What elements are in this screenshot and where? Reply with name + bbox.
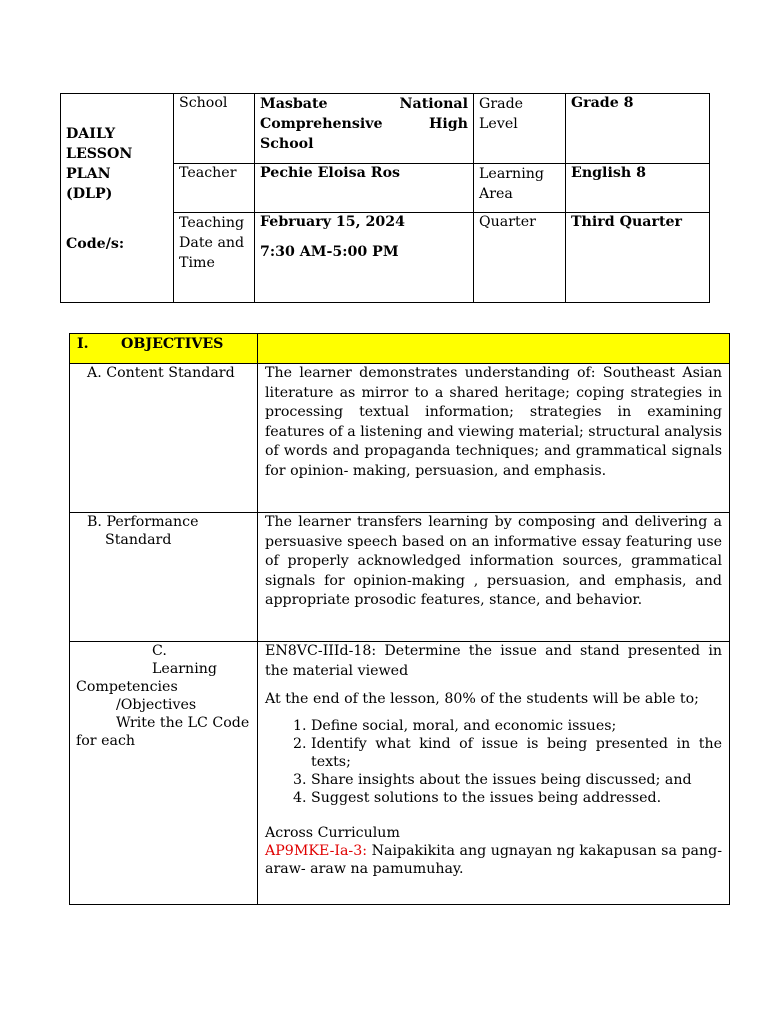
time-value: 7:30 AM-5:00 PM (260, 243, 399, 260)
teacher-label: Teacher (174, 164, 255, 213)
school-label: School (174, 94, 255, 164)
performance-standard-label (70, 513, 258, 642)
across-curriculum-code: AP9MKE-Ia-3: (265, 842, 368, 859)
across-curriculum-label: Across Curriculum (265, 824, 400, 841)
learning-competencies-label (70, 642, 258, 905)
header-table (60, 93, 710, 303)
date-label: Teaching Date and Time (174, 213, 255, 303)
area-label: Learning Area (474, 164, 566, 213)
objectives-heading (70, 334, 258, 364)
area-value: English 8 (566, 164, 710, 213)
lc-label-line1 (76, 642, 251, 678)
content-standard-label: A. Content Standard (70, 364, 258, 513)
dlp-title: DAILY LESSON PLAN (DLP) (66, 126, 133, 202)
grade-label: Grade Level (474, 94, 566, 164)
date-value: February 15, 2024 (260, 214, 405, 230)
lc-objectives-list (265, 717, 722, 807)
across-curriculum-text (265, 842, 722, 878)
quarter-value: Third Quarter (566, 213, 710, 303)
quarter-label: Quarter (474, 213, 566, 303)
objectives-table (69, 333, 730, 905)
performance-label-line2: Standard (105, 532, 172, 548)
lc-label-line2: Competencies (76, 679, 178, 695)
objectives-heading-empty (258, 334, 730, 364)
date-time-cell (255, 213, 474, 303)
objectives-heading-row (70, 334, 730, 364)
lc-label-c: C. Learning (152, 643, 217, 677)
list-item: 1. Define social, moral, and economic issues; (311, 717, 722, 735)
objectives-number: I. (77, 336, 89, 352)
teacher-value: Pechie Eloisa Ros (255, 164, 474, 213)
list-item: 4. Suggest solutions to the issues being addressed. (311, 789, 722, 807)
lc-label-line4: Write the LC Code (116, 715, 250, 731)
code-label: Code/s: (66, 236, 125, 252)
objectives-title: OBJECTIVES (121, 336, 224, 352)
across-curriculum-desc: Naipakikita ang ugnayan ng kakapusan sa pang-araw- araw na pamumuhay. (265, 842, 722, 877)
lc-label-line3: /Objectives (116, 697, 197, 713)
lc-code-text: EN8VC-IIId-18: Determine the issue and stand presented in the material viewed (265, 643, 722, 679)
learning-competencies-content (258, 642, 730, 905)
dlp-title-cell (61, 94, 174, 303)
grade-value: Grade 8 (566, 94, 710, 164)
school-value: Masbate National Comprehensive High School (255, 94, 474, 164)
content-standard-text: The learner demonstrates understanding of: Southeast Asian literature as mirror to a shared heritage; coping strategies in processing textual information; strategies in examining features of a listening and viewing material; structural analysis of words and propaganda techniques; and grammatical signals for opinion- making, persuasion, and emphasis. (258, 364, 730, 513)
performance-standard-text: The learner transfers learning by composing and delivering a persuasive speech based on an informative essay featuring use of properly acknowledged information sources, grammatical signals for opinion-making , persuasion, and emphasis, and appropriate prosodic features, stance, and behavior. (258, 513, 730, 642)
lc-intro: At the end of the lesson, 80% of the students will be able to; (265, 691, 699, 707)
list-item: 2. Identify what kind of issue is being presented in the texts; (311, 735, 722, 771)
lc-label-line5: for each (76, 733, 136, 749)
performance-label-line1: B. Performance (87, 514, 199, 530)
list-item: 3. Share insights about the issues being discussed; and (311, 771, 722, 789)
